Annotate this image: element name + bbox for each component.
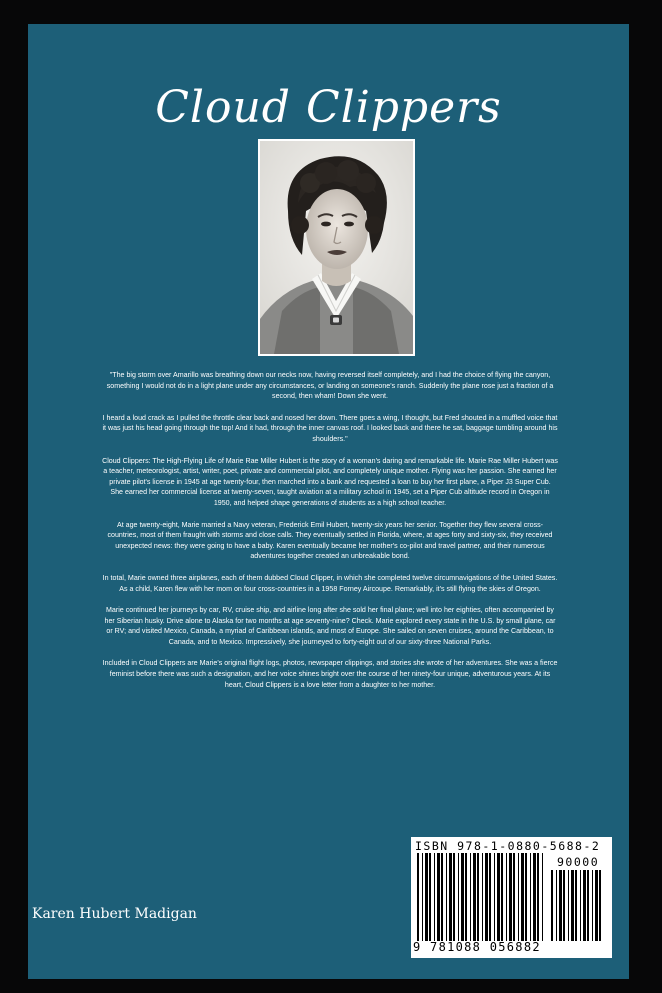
- author-photo: [258, 139, 415, 356]
- blurb-paragraph: Marie continued her journeys by car, RV, cruise ship, and airline long after she sold her final plane; well into her eighties, often accompanied by her Siberian husky. Drive alone to Alaska for two months at age seventy-nine? Check. Marie explored every state in the U.S. by small plane, car or RV; and visited Mexico, Canada, a myriad of Caribbean islands, and most of Europe. She sailed on seven cruises, around the Caribbean, to Canada, and to Mexico. Impressively, she journeyed to forty-eight out of our sixty-three National Parks.: [104, 606, 556, 646]
- barcode-bar: [525, 853, 527, 941]
- barcode-bar: [434, 853, 435, 941]
- barcode-bar: [533, 853, 536, 941]
- barcode-bar: [470, 853, 471, 941]
- ean-barcode-bars: [417, 853, 547, 941]
- barcode-bar: [575, 870, 577, 941]
- blurb-paragraph: In total, Marie owned three airplanes, each of them dubbed Cloud Clipper, in which she completed twelve circumnavigations of the United States. As a child, Karen flew with her mom on four cross-countries in a 1958 Forney Aircoupe. Remarkably, it's still flying the skies of Oregon.: [102, 573, 558, 593]
- book-description: [102, 370, 558, 701]
- barcode-bar: [461, 853, 464, 941]
- barcode-bar: [587, 870, 589, 941]
- barcode-bar: [530, 853, 531, 941]
- barcode-bar: [571, 870, 574, 941]
- barcode-bar: [542, 853, 543, 941]
- barcode-bar: [446, 853, 447, 941]
- barcode-bar: [482, 853, 483, 941]
- barcode-bar: [513, 853, 515, 941]
- barcode-bar: [599, 870, 601, 941]
- portrait-image: [260, 141, 413, 354]
- barcode-bar: [489, 853, 491, 941]
- barcode-bar: [506, 853, 507, 941]
- barcode-bar: [437, 853, 440, 941]
- ean-digits: 9 781088 056882: [413, 940, 541, 954]
- barcode-bar: [485, 853, 488, 941]
- addon-barcode-bars: [551, 870, 607, 941]
- barcode-bar: [595, 870, 598, 941]
- barcode-bar: [417, 853, 419, 941]
- barcode-bar: [425, 853, 428, 941]
- barcode-bar: [563, 870, 565, 941]
- barcode-bar: [429, 853, 431, 941]
- book-back-cover: [28, 24, 629, 979]
- barcode-bar: [449, 853, 452, 941]
- barcode-bar: [441, 853, 443, 941]
- blurb-paragraph: At age twenty-eight, Marie married a Navy veteran, Frederick Emil Hubert, twenty-six years her senior. Together they flew several cross-countries, most of them fraught with storms and close calls. They eventually settled in Florida, where, at ages forty and sixty-six, they received unexpected news: they were going to have a baby. Karen eventually became her mother's co-pilot and travel partner, and their numerous adventures together created an unbreakable bond.: [107, 520, 553, 561]
- price-code: 90000: [557, 855, 600, 869]
- barcode-bar: [592, 870, 593, 941]
- blurb-paragraph: Included in Cloud Clippers are Marie's original flight logs, photos, newspaper clippings, and stories she wrote of her adventures. She was a fierce feminist before there was such a designation, and her voice shines bright over the course of her ninety-four unique, adventurous years. At its heart, Cloud Clippers is a love letter from a daughter to her mother.: [102, 659, 558, 689]
- barcode-bar: [518, 853, 519, 941]
- barcode-bar: [509, 853, 512, 941]
- barcode-bar: [497, 853, 500, 941]
- isbn-label: ISBN 978-1-0880-5688-2: [415, 839, 601, 853]
- barcode-bar: [477, 853, 479, 941]
- barcode-bar: [501, 853, 503, 941]
- barcode-bar: [551, 870, 553, 941]
- blurb-paragraph: I heard a loud crack as I pulled the throttle clear back and nosed her down. There goes a wing, I thought, but Fred shouted in a muffled voice that it was just his head going through the top! And it had, through the inner canvas roof. I looked back and there he sat, baggage tumbling around his shoulders.": [102, 413, 558, 443]
- isbn-barcode: [411, 837, 612, 958]
- barcode-bar: [465, 853, 467, 941]
- barcode-bar: [473, 853, 476, 941]
- blurb-paragraph: "The big storm over Amarillo was breathing down our necks now, having reversed itself completely, and I had the choice of flying the canyon, something I would not do in a light plane under any circumstances, or landing on someone's ranch. Suddenly the plane rose just a fraction of a second, then wham! Down she went.: [106, 371, 554, 401]
- barcode-bar: [559, 870, 562, 941]
- author-name: Karen Hubert Madigan: [32, 906, 197, 922]
- barcode-bar: [453, 853, 455, 941]
- blurb-paragraph: Cloud Clippers: The High-Flying Life of Marie Rae Miller Hubert is the story of a woman's daring and remarkable life. Marie Rae Miller Hubert was a teacher, meteorologist, artist, writer, poet, private and commercial pilot, and completely unique mother. Flying was her passion. She earned her private pilot's license in 1945 at age twenty-four, then marched into a bank and requested a loan to buy her first plane, a Piper J3 Super Cub. She earned her commercial license at twenty-seven, taught aviation at a military school in 1945, set a Piper Cub altitude record in Oregon in 1950, and helped shape generations of students as a high school teacher.: [102, 456, 558, 507]
- barcode-bar: [521, 853, 524, 941]
- barcode-bar: [568, 870, 569, 941]
- barcode-bar: [583, 870, 586, 941]
- barcode-bar: [580, 870, 581, 941]
- barcode-bar: [537, 853, 539, 941]
- book-title: Cloud Clippers: [155, 82, 502, 133]
- barcode-bar: [458, 853, 459, 941]
- barcode-bar: [422, 853, 423, 941]
- barcode-bar: [494, 853, 495, 941]
- barcode-bar: [556, 870, 557, 941]
